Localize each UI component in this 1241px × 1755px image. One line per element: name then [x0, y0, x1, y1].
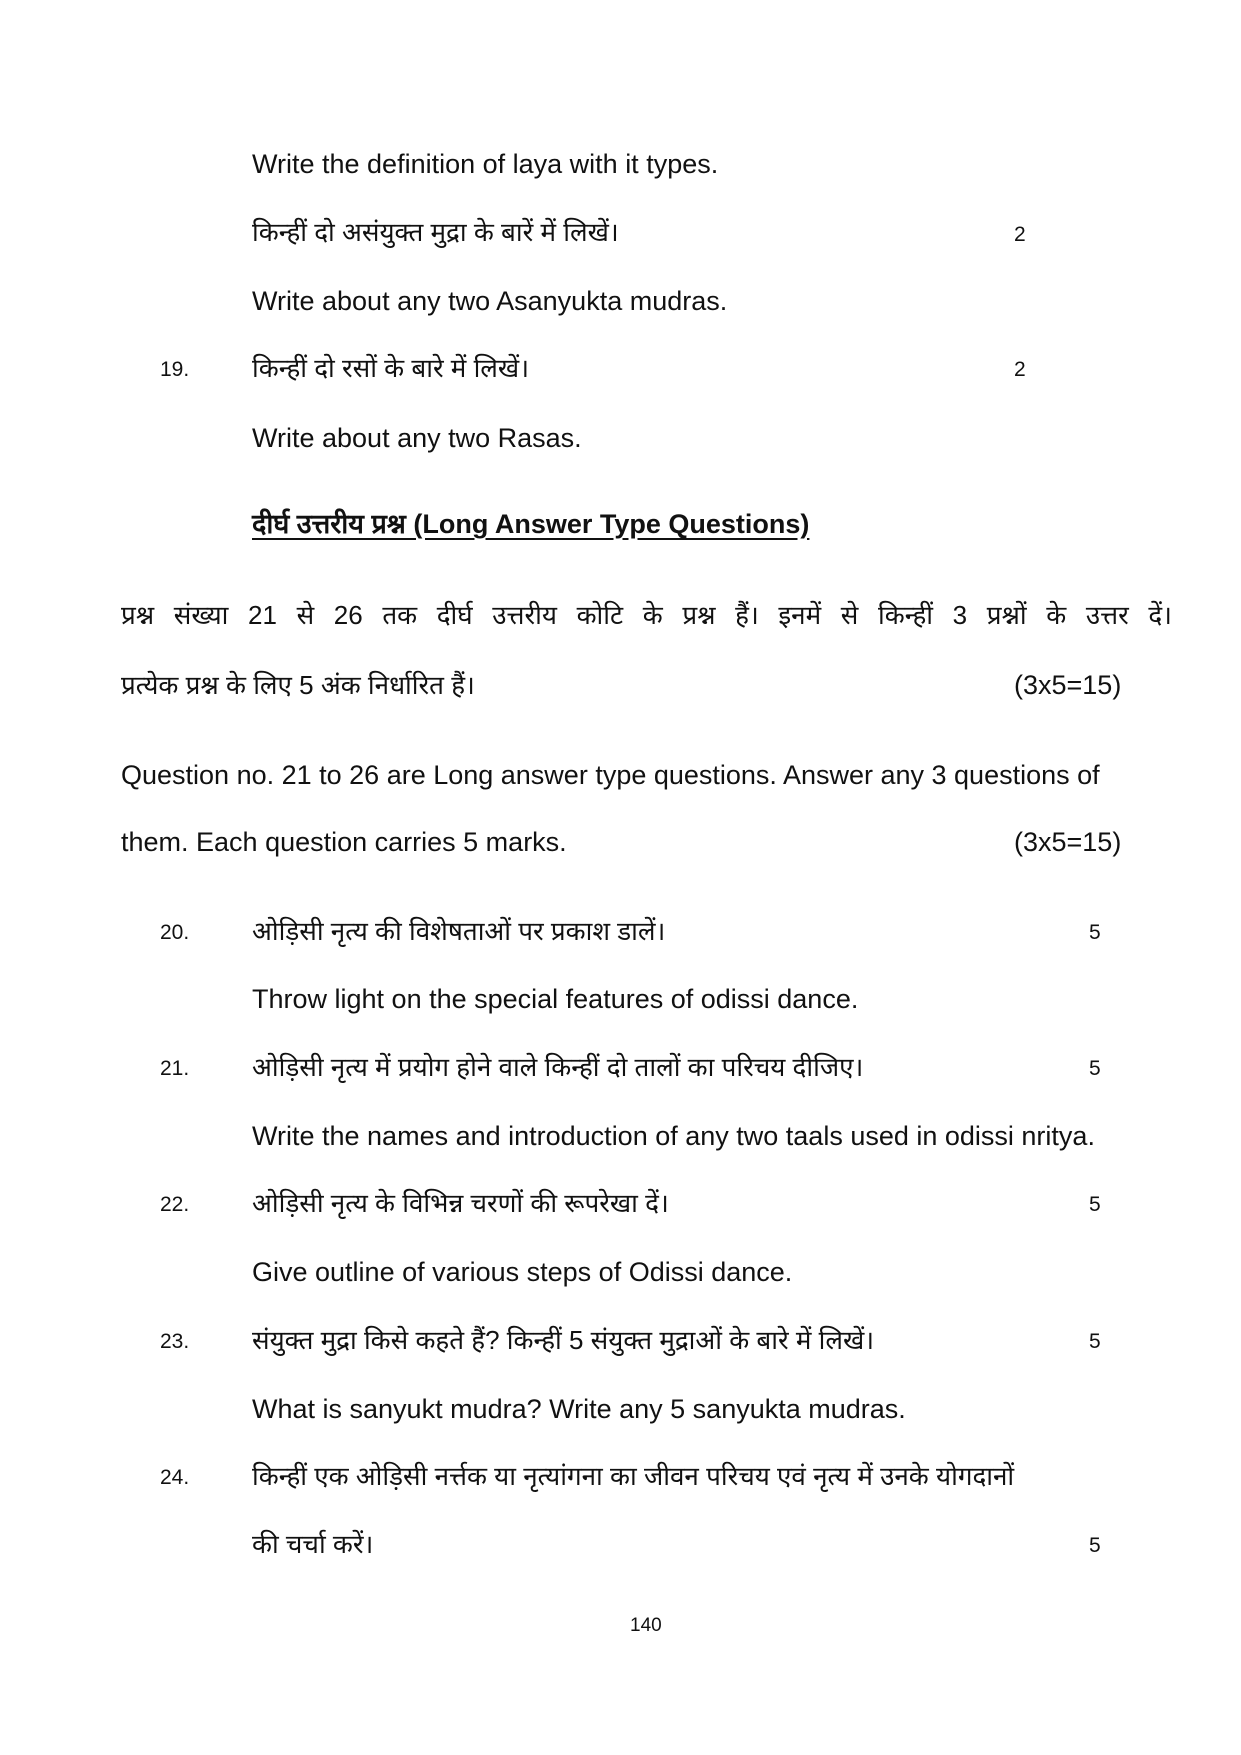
question-22-english: Give outline of various steps of Odissi dance. — [252, 1257, 793, 1287]
question-23-number: 23. — [160, 1330, 190, 1353]
question-19-english: Write about any two Rasas. — [252, 423, 582, 453]
question-20-english: Throw light on the special features of odissi dance. — [252, 984, 859, 1014]
question-20-marks: 5 — [1089, 921, 1101, 944]
question-or-hindi: किन्हीं दो असंयुक्त मुद्रा के बारें में लिखें। — [252, 217, 619, 247]
question-24-marks: 5 — [1089, 1534, 1101, 1557]
instructions-english-line-1: Question no. 21 to 26 are Long answer type questions. Answer any 3 questions of — [121, 760, 1100, 790]
section-heading: दीर्घ उत्तरीय प्रश्न (Long Answer Type Questions) — [252, 509, 810, 539]
question-23-marks: 5 — [1089, 1330, 1101, 1353]
question-22-marks: 5 — [1089, 1193, 1101, 1216]
instructions-english-marks: (3x5=15) — [1014, 827, 1122, 857]
question-19-number: 19. — [160, 358, 190, 381]
question-24-hindi-line-2: की चर्चा करें। — [252, 1529, 374, 1559]
page-number: 140 — [630, 1615, 662, 1636]
question-or-marks: 2 — [1014, 223, 1026, 246]
question-21-marks: 5 — [1089, 1057, 1101, 1080]
question-23-english: What is sanyukt mudra? Write any 5 sanyukta mudras. — [252, 1394, 906, 1424]
question-22-number: 22. — [160, 1193, 190, 1216]
question-24-number: 24. — [160, 1466, 190, 1489]
question-20-hindi: ओड़िसी नृत्य की विशेषताओं पर प्रकाश डालें। — [252, 916, 666, 946]
instructions-hindi-marks: (3x5=15) — [1014, 670, 1122, 700]
question-19-hindi: किन्हीं दो रसों के बारे में लिखें। — [252, 353, 530, 383]
question-23-hindi: संयुक्त मुद्रा किसे कहते हैं? किन्हीं 5 संयुक्त मुद्राओं के बारे में लिखें। — [252, 1325, 875, 1355]
question-24-hindi-line-1: किन्हीं एक ओड़िसी नर्त्तक या नृत्यांगना का जीवन परिचय एवं नृत्य में उनके योगदानों — [252, 1461, 1015, 1491]
question-or-english: Write about any two Asanyukta mudras. — [252, 286, 728, 316]
question-21-number: 21. — [160, 1057, 190, 1080]
question-20-number: 20. — [160, 921, 190, 944]
question-21-english: Write the names and introduction of any two taals used in odissi nritya. — [252, 1121, 1095, 1151]
question-19-marks: 2 — [1014, 358, 1026, 381]
question-22-hindi: ओड़िसी नृत्य के विभिन्न चरणों की रूपरेखा दें। — [252, 1188, 669, 1218]
instructions-english-line-2: them. Each question carries 5 marks. — [121, 827, 567, 857]
instructions-hindi-line-1: प्रश्न संख्या 21 से 26 तक दीर्घ उत्तरीय कोटि के प्रश्न हैं। इनमें से किन्हीं 3 प्रश्नों के उत्तर दें। — [121, 600, 1172, 630]
question-18-english: Write the definition of laya with it types. — [252, 149, 719, 179]
instructions-hindi-line-2: प्रत्येक प्रश्न के लिए 5 अंक निर्धारित हैं। — [121, 670, 475, 700]
question-21-hindi: ओड़िसी नृत्य में प्रयोग होने वाले किन्हीं दो तालों का परिचय दीजिए। — [252, 1052, 864, 1082]
